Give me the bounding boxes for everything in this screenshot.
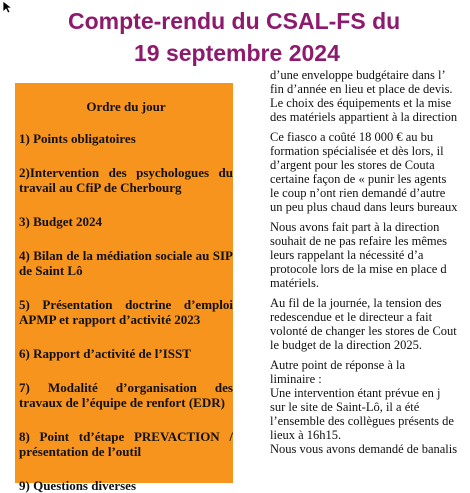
text-line: souhait de ne pas refaire les mêmes [270, 234, 448, 248]
text-line: formation spécialisée et dès lors, il [270, 144, 444, 158]
paragraph [270, 68, 470, 124]
text-line: liminaire : [270, 372, 322, 386]
text-line: Autre point de réponse à la [270, 358, 406, 372]
text-line: leurs rappelant la nécessité d’a [270, 248, 424, 262]
agenda-item: 4) Bilan de la médiation sociale au SIP de Saint Lô [19, 248, 233, 278]
text-line: le coup n’ont rien demandé d’autre [270, 186, 446, 200]
text-line: lieux à 16h15. [270, 428, 342, 442]
text-line: redescendue et le directeur a fait [270, 310, 433, 324]
paragraph [270, 296, 470, 352]
text-line: Ce fiasco a coûté 18 000 € au bu [270, 130, 434, 144]
text-line: d’une enveloppe budgétaire dans l’ [270, 68, 446, 82]
text-line: le budget de la direction 2025. [270, 338, 423, 352]
text-line: certaine façon de « punir les agents [270, 172, 447, 186]
text-line: Au fil de la journée, la tension des [270, 296, 442, 310]
text-line: d’argent pour les stores de Couta [270, 158, 435, 172]
title-line-2: 19 septembre 2024 [134, 40, 340, 66]
agenda-item: 8) Point td’étape PREVACTION / présentation de l’outil [19, 429, 233, 459]
paragraph [270, 130, 470, 214]
text-line: Une intervention étant prévue en j [270, 386, 441, 400]
text-line: sur le site de Saint-Lô, il a été [270, 400, 420, 414]
text-line: fin d’année en lieu et place de devis. [270, 82, 453, 96]
agenda-heading: Ordre du jour [86, 99, 166, 114]
text-line: volonté de changer les stores de Cout [270, 324, 457, 338]
text-line: des matériels appartient à la direction [270, 110, 458, 124]
text-line: l’ensemble des collègues présents de [270, 414, 454, 428]
text-line: Le choix des équipements et la mise [270, 96, 452, 110]
mouse-cursor-icon [2, 0, 14, 14]
agenda-box [15, 83, 233, 493]
text-line: Nous vous avons demandé de banalis [270, 442, 458, 456]
agenda-item: 1) Points obligatoires [19, 131, 136, 146]
agenda-item: 6) Rapport d’activité de l’ISST [19, 346, 191, 361]
paragraph [270, 358, 470, 456]
body-text-column [270, 68, 470, 486]
agenda-item: 3) Budget 2024 [19, 214, 103, 229]
text-line: matériels. [270, 276, 319, 290]
paragraph [270, 220, 470, 290]
agenda-item: 7) Modalité d’organisation des travaux de l’équipe de renfort (EDR) [19, 380, 233, 410]
agenda-item: 5) Présentation doctrine d’emploi APMP et rapport d’activité 2023 [19, 297, 233, 327]
agenda-item: 9) Questions diverses [19, 478, 136, 493]
title-line-1: Compte-rendu du CSAL-FS du [68, 8, 401, 34]
text-line: Nous avons fait part à la direction [270, 220, 440, 234]
agenda-item: 2)Intervention des psychologues du travail au CfiP de Cherbourg [19, 165, 233, 195]
text-line: protocole lors de la mise en place d [270, 262, 447, 276]
text-line: un peu plus chaud dans leurs bureaux [270, 200, 458, 214]
